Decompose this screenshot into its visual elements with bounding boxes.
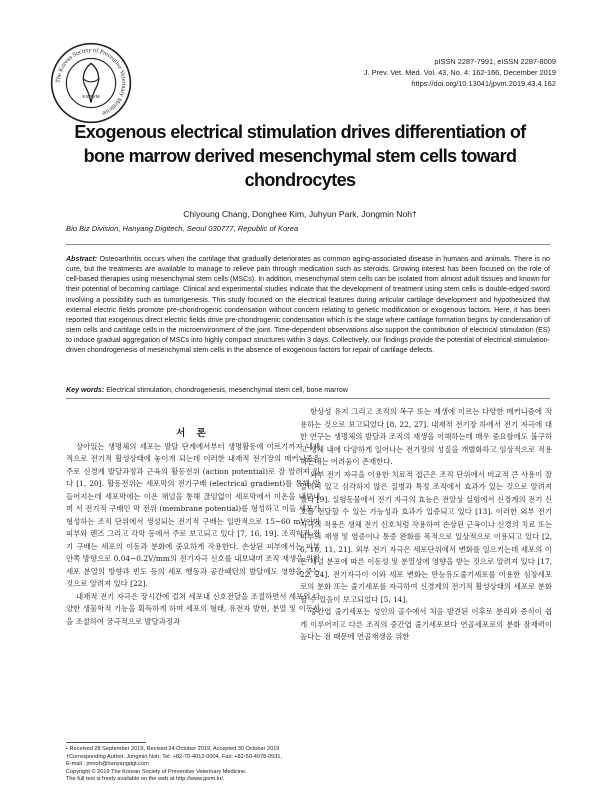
author-list: Chiyoung Chang, Donghee Kim, Juhyun Park, Jongmin Noh† xyxy=(183,209,417,219)
article-title: Exogenous electrical stimulation drives differentiation of bone marrow derived mesenchymal stem cells toward chondrocytes xyxy=(74,122,526,190)
keywords-label: Key words: xyxy=(66,386,105,394)
footnote-email[interactable]: E-mail : jmnoh@hanyangdgt.com xyxy=(66,761,149,768)
society-seal-logo xyxy=(50,42,132,124)
citation-line: J. Prev. Vet. Med. Vol. 43, No. 4: 162-166, December 2019 xyxy=(363,68,556,77)
journal-header xyxy=(316,56,556,89)
abstract xyxy=(66,254,550,356)
divider-top xyxy=(66,244,550,245)
affiliation: Bio Biz Division, Hanyang Digitech, Seoul 030777, Republic of Korea xyxy=(66,224,299,233)
section-heading-introduction: 서 론 xyxy=(176,428,210,439)
paragraph: 살아있는 생명체의 세포는 발달 단계에서부터 생명활동에 이르기까지 내재적으로 전기적 활성상태에 놓이게 되는데 이러한 내재적 전기장의 메커니즘은 주로 신경계 발달과정과 근육의 활동전위 (action potential)로 잘 알려져 있다 [1, 20]. 활동전위는 세포막의 전기구배 (electrical gradient)를 통해 만들어지는데 세포막에는 이온 채널을 통해 끊임없이 세포막에서 이온을 내보내며 서 전기적 구배인 막 전위 (membrane potential)를 형성하고 이들 세포가 형성하는 조직 단위에서 생성되는 전기적 구배는 일반적으로 15~60 mV이며 피부와 렌즈 그리고 각막 등에서 주로 보고되고 있다 [7, 16, 19]. 조직학적 전기 구배는 세포의 이동과 분화에 중요하게 작용한다. 손상된 피부에서는 피부 안쪽 방향으로 0.04~0.2V/mm의 전기자극 신호를 내보내며 조직 재생을 위한 세포 분열의 방향과 빈도 등의 세포 행동과 공간패턴의 발달에도 영향을 주는 것으로 알려져 있다 [22]. xyxy=(66,441,320,588)
footnote-corresponding: †Corresponding Author. Jongmin Noh, Tel: +82-70-4012-0004, Fax: +82-50-4078-0531, xyxy=(66,753,283,760)
paragraph: 항상성 유지 그리고 조직의 복구 또는 재생에 이르는 다양한 메커니즘에 작용하는 것으로 보고되었다 [8, 22, 27]. 내재적 전기장 하에서 전기 자극에 대한 연구는 생명체의 발달과 조직의 재생을 이해하는데 매우 중요함에도 불구하고 생체 내에 다양하게 일어나는 전기장의 성질을 개별화하고 임상적으로 적용하는데는 어려움이 존재한다. xyxy=(300,407,552,466)
divider-bottom xyxy=(66,398,550,399)
footnote-fulltext: The full text is freely available on the web at http://www.jpvm.kr/. xyxy=(66,776,225,783)
footnote-divider xyxy=(66,742,146,743)
body-column-left xyxy=(66,428,320,628)
paragraph: 중간엽 줄기세포는 성인의 골수에서 처음 발견된 이후로 분리와 증식이 쉽게 이루어지고 다른 조직의 중간엽 줄기세포보다 연골세포로의 분화 잠재력이 높다는 점 때문에 연골재생을 위한 xyxy=(300,607,552,641)
abstract-label: Abstract: xyxy=(66,255,98,263)
footnotes xyxy=(66,746,320,784)
doi-link[interactable]: https://doi.org/10.13041/jpvm.2019.43.4.162 xyxy=(411,79,556,88)
abstract-text: Osteoarthritis occurs when the cartilage that gradually deteriorates as common aging-associated disease in humans and animals. There is no cure, but the treatments are available to manage to relieve pain through medication such as steroids. Growing interest has been focused on the role of cell-based therapies using mesenchymal stem cells (MSCs). In addition, mesenchymal stem cells can be isolated from almost adult tissues and known for their potential of becoming cartilage. Clinical and experimental studies indicate that the development of treatment using stem cells is double-edged sword involving a possibility such as tumorigenesis. This study focused on the electrical features during articular cartilage development and hypothesized that external electric fields promote pre-chondrogenic condensation without concern relating to genetic modification or exogenous factors. Here, it has been reported that exogenous direct electric fields drive pre-chondrogenic condensation which is the stage where cartilage formation begins by condensation of stem cells and cartilage cells in the microenvironment of the joint. Time-dependent observations also support the contribution of electrical stimulation (ES) to induce gradual aggregation of MSCs into highly compact structures within 3 days. Collectively, our findings provide the potential of electrical stimulation-driven chondrogenesis of mesenchymal stem cells in the absence of exogenous factors for repair of cartilage defects. xyxy=(66,255,550,355)
keywords xyxy=(66,385,550,395)
footnote-received: • Received 28 September 2019, Revised 24 October 2019, Accepted 30 October 2019 xyxy=(66,746,280,752)
body-column-right xyxy=(300,406,552,644)
paragraph: 외부 전기 자극을 이용한 치료적 접근은 조직 단위에서 비교적 큰 사용이 잘 알려져 있고 심각하지 않은 질병과 특정 조직에서 효과가 있는 것으로 알려져 있다 [9]. 실험동물에서 전기 자극의 효능은 전알상 실험에서 신경계의 전기 신호를 전달할 수 있는 가능성과 효과가 입증되고 있다 [13]. 이러한 외부 전기 자극의 적용은 생체 전기 신호처럼 작용하여 손상된 근육이나 신경의 치료 또는 피부의 재생 및 염증이나 통증 완화를 목적으로 일상적으로 이용되고 있다 [2, 6, 10, 11, 21]. 외부 전기 자극은 세포단위에서 변화를 일으키는데 세포의 이온 채널 분포에 따른 이동성 및 분열성에 영향을 받는 것으로 알려져 있다 [17, 22, 24]. 전기자극이 이와 세포 변화는 만능유도줄기세포를 이용한 심장세포로의 분화 또는 줄기세포를 자극하여 신경계의 전기적 활성상태의 세포로 분화할 수 있음이 보고되었다 [5, 14]. xyxy=(300,469,552,604)
issn-line: pISSN 2287-7991, eISSN 2287-8009 xyxy=(434,57,556,66)
footnote-copyright: Copyright © 2019 The Korean Society of Preventive Veterinary Medicine. xyxy=(66,768,247,775)
seal-ring-text: The Korean Society of Preventive Veterinary Medicine xyxy=(55,47,127,117)
paragraph: 내재적 전기 자극은 장시간에 걸쳐 세포내 신호전달을 조절하면서 세포의 다양한 생물학적 기능을 획득하게 하며 세포의 형태, 유전자 발현, 분열 및 이동성을 조절하여 궁극적으로 발달과정과 xyxy=(66,591,320,626)
seal-center-text: KSPVM xyxy=(82,94,100,100)
keywords-text: Electrical stimulation, chondrogenesis, mesenchymal stem cell, bone marrow xyxy=(106,386,348,394)
